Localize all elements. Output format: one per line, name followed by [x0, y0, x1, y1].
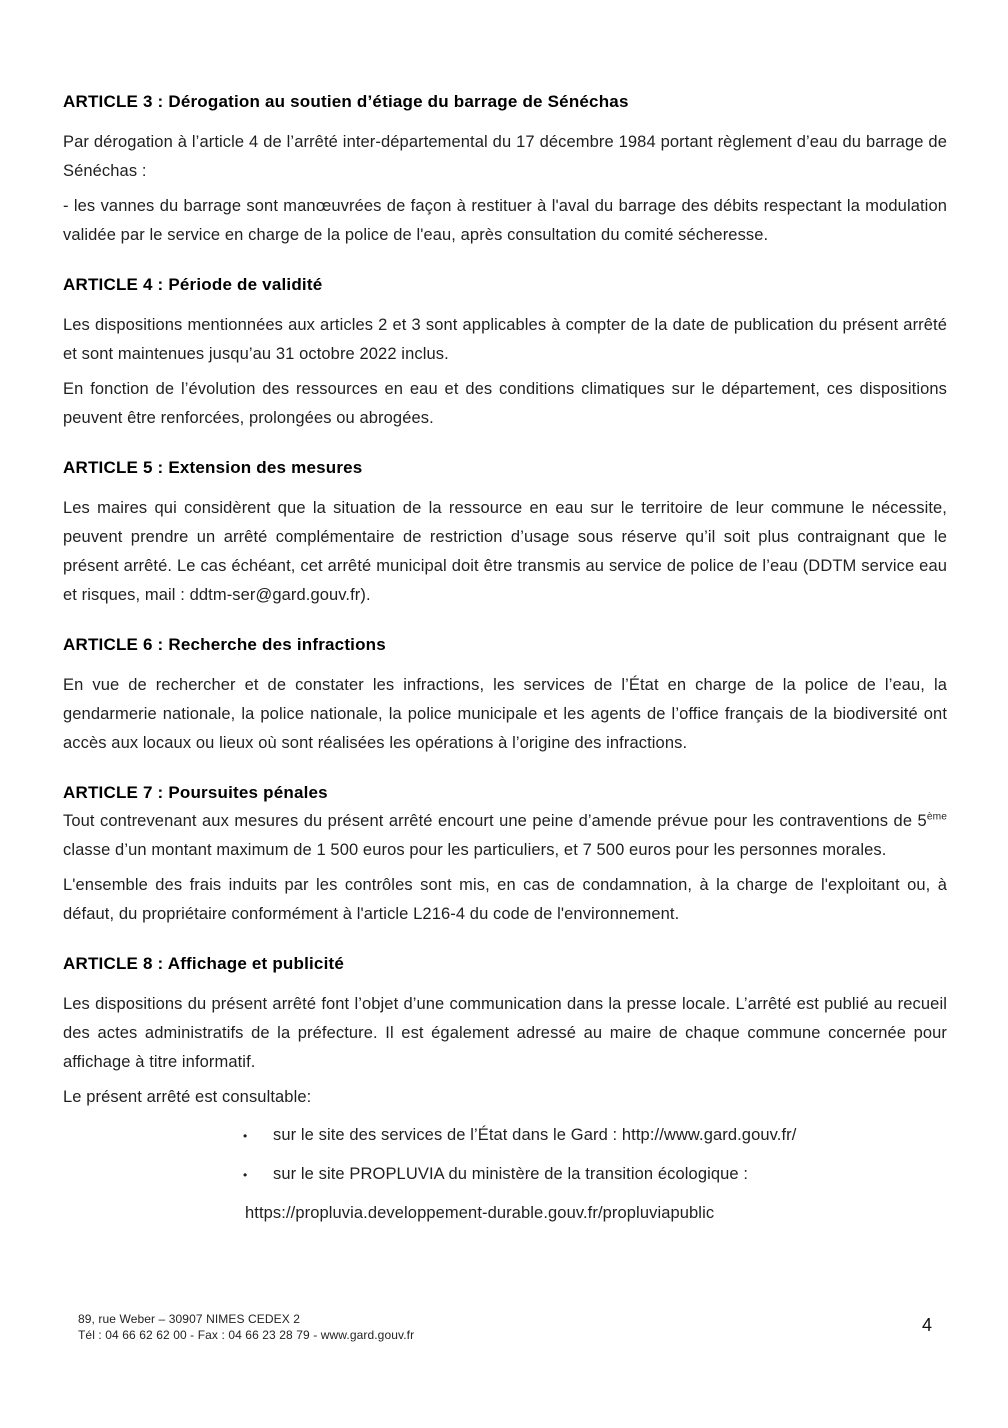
- article-8-paragraph-1: Les dispositions du présent arrêté font l’objet d’une communication dans la presse locale. L’arrêté est publié au recueil des actes administratifs de la préfecture. Il est également adressé au maire de chaque commune concernée pour affichage à titre informatif.: [63, 995, 947, 1071]
- bullet-item-gard-site: [63, 1121, 947, 1151]
- article-6-heading: ARTICLE 6 : Recherche des infractions: [63, 635, 386, 654]
- article-3-heading: ARTICLE 3 : Dérogation au soutien d’étiage du barrage de Sénéchas: [63, 92, 629, 111]
- bullet-icon: •: [243, 1129, 248, 1143]
- article-5-heading: ARTICLE 5 : Extension des mesures: [63, 458, 363, 477]
- bullet-text-gard-url: sur le site des services de l’État dans le Gard : http://www.gard.gouv.fr/: [273, 1126, 797, 1144]
- article-7-p1-text-cont: classe d’un montant maximum de 1 500 euros pour les particuliers, et 7 500 euros pour les personnes morales.: [63, 841, 887, 859]
- article-4-paragraph-2: En fonction de l’évolution des ressources en eau et des conditions climatiques sur le département, ces dispositions peuvent être renforcées, prolongées ou abrogées.: [63, 380, 947, 427]
- propluvia-url: https://propluvia.developpement-durable.gouv.fr/propluviapublic: [245, 1204, 715, 1222]
- article-7-paragraph-1: [63, 807, 947, 865]
- article-7-p1-text: Tout contrevenant aux mesures du présent arrêté encourt une peine d’amende prévue pour les contraventions de 5: [63, 812, 927, 830]
- article-3-paragraph-2: - les vannes du barrage sont manœuvrées de façon à restituer à l'aval du barrage des débits respectant la modulation validée par le service en charge de la police de l'eau, après consultation du comité sécheresse.: [63, 197, 947, 244]
- article-4-paragraph-1: Les dispositions mentionnées aux articles 2 et 3 sont applicables à compter de la date de publication du présent arrêté et sont maintenues jusqu’au 31 octobre 2022 inclus.: [63, 316, 947, 363]
- article-8-heading: ARTICLE 8 : Affichage et publicité: [63, 954, 345, 973]
- footer-contact: Tél : 04 66 62 62 00 - Fax : 04 66 23 28 79 - www.gard.gouv.fr: [78, 1328, 415, 1342]
- footer-address: 89, rue Weber – 30907 NIMES CEDEX 2: [78, 1312, 301, 1326]
- article-7-paragraph-2: L'ensemble des frais induits par les contrôles sont mis, en cas de condamnation, à la charge de l'exploitant ou, à défaut, du propriétaire conformément à l'article L216-4 du code de l'environnement.: [63, 876, 947, 923]
- bullet-icon: •: [243, 1168, 248, 1182]
- article-3-paragraph-1: Par dérogation à l’article 4 de l’arrêté inter-départemental du 17 décembre 1984 portant règlement d’eau du barrage de Sénéchas :: [63, 133, 947, 180]
- page-footer: [78, 1311, 414, 1343]
- consultable-intro: Le présent arrêté est consultable:: [63, 1088, 312, 1106]
- ordinal-superscript: ème: [926, 811, 947, 823]
- article-7-heading: ARTICLE 7 : Poursuites pénales: [63, 783, 328, 802]
- article-6-paragraph-1: En vue de rechercher et de constater les infractions, les services de l’État en charge de la police de l’eau, la gendarmerie nationale, la police nationale, la police municipale et les agents de l’office français de la biodiversité ont accès aux locaux ou lieux où sont réalisées les opérations à l’origine des infractions.: [63, 676, 947, 752]
- document-body: [63, 88, 947, 1228]
- article-4-heading: ARTICLE 4 : Période de validité: [63, 275, 323, 294]
- article-5-paragraph-1: Les maires qui considèrent que la situation de la ressource en eau sur le territoire de leur commune le nécessite, peuvent prendre un arrêté complémentaire de restriction d’usage sous réserve qu’il soit plus contraignant que le présent arrêté. Le cas échéant, cet arrêté municipal doit être transmis au service de police de l’eau (DDTM service eau et risques, mail : ddtm-ser@gard.gouv.fr).: [63, 499, 947, 604]
- bullet-text-propluvia: sur le site PROPLUVIA du ministère de la transition écologique :: [273, 1165, 749, 1183]
- bullet-item-propluvia-site: [63, 1160, 947, 1190]
- page-number: 4: [921, 1315, 932, 1335]
